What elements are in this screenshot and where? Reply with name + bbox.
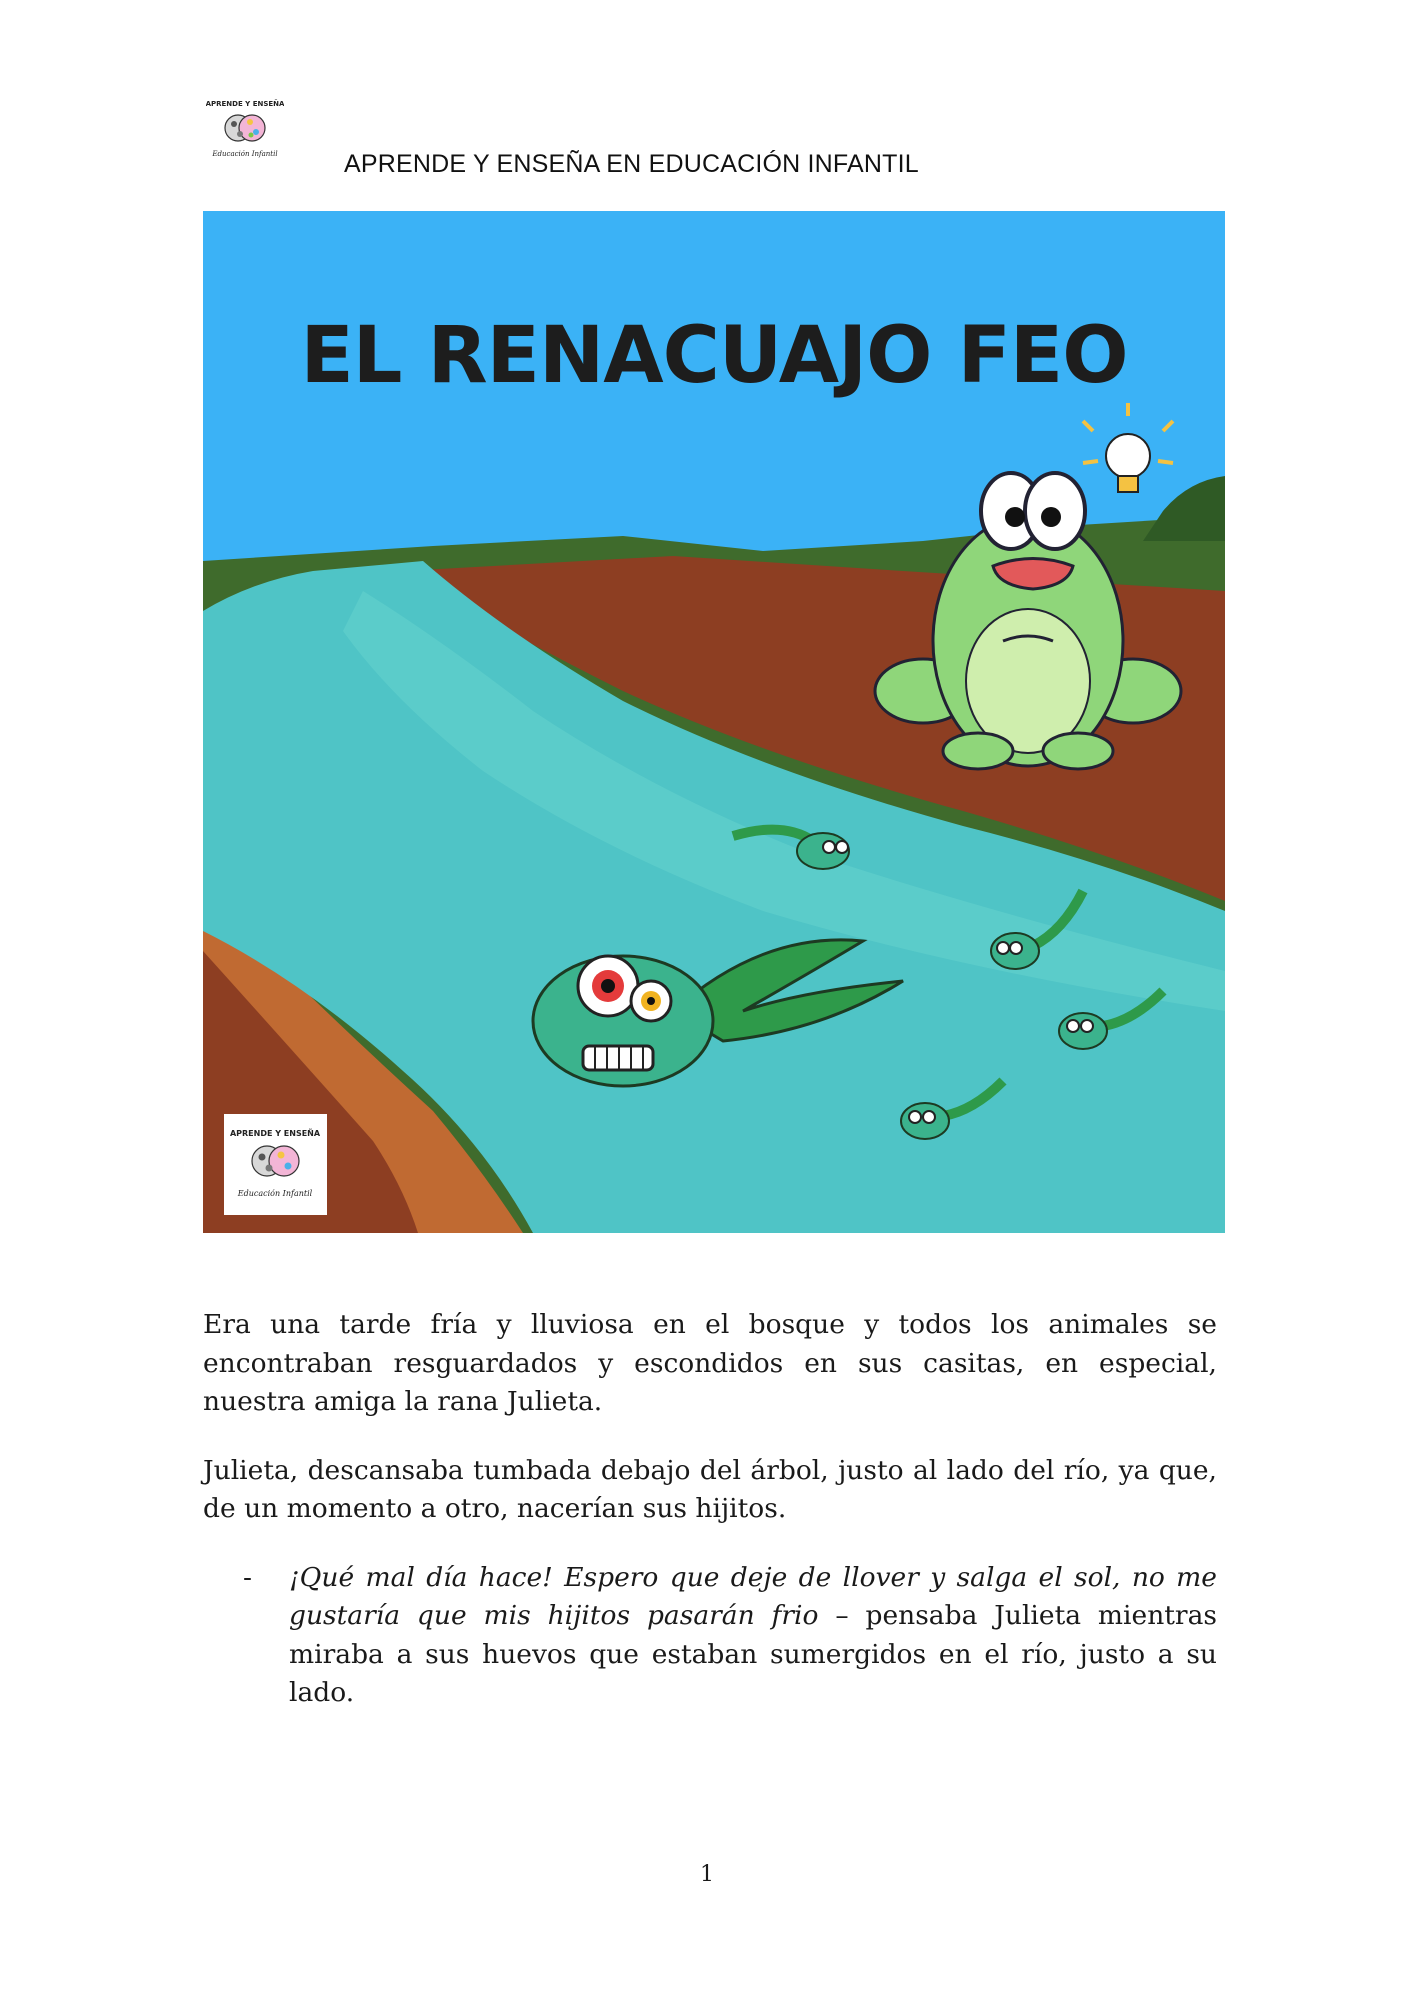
header-title: APRENDE Y ENSEÑA EN EDUCACIÓN INFANTIL [344, 150, 919, 178]
cover-logo-top-text: APRENDE Y ENSEÑA [229, 1129, 321, 1138]
cover-illustration [203, 211, 1225, 1233]
story-paragraph: Era una tarde fría y lluviosa en el bosque y todos los animales se encontraban resguardados y escondidos en sus casitas, en especial, nuestra amiga la rana Julieta. [203, 1309, 1217, 1417]
page-number: 1 [700, 1862, 714, 1887]
dialogue-quote: ¡Qué mal día hace! Espero que deje de llover y salga el sol, no me gustaría que mis hijitos pasarán frio [289, 1561, 1217, 1631]
logo-bottom-text: Educación Infantil [212, 150, 278, 158]
cover-logo-bottom-text: Educación Infantil [237, 1189, 313, 1198]
brand-logo [206, 92, 284, 170]
story-body [203, 1306, 1217, 1713]
dialogue-narration: – pensaba Julieta mientras miraba a sus huevos que estaban sumergidos en el río, justo a su lado. [289, 1600, 1217, 1708]
logo-top-text: APRENDE Y ENSEÑA [206, 100, 284, 108]
dialogue-dash: - [243, 1561, 252, 1593]
cover-title: EL RENACUAJO FEO [300, 311, 1128, 401]
dialogue-item [203, 1559, 1217, 1713]
story-paragraph: Julieta, descansaba tumbada debajo del árbol, justo al lado del río, ya que, de un momento a otro, nacerían sus hijitos. [203, 1454, 1217, 1524]
cover-logo [224, 1114, 327, 1215]
